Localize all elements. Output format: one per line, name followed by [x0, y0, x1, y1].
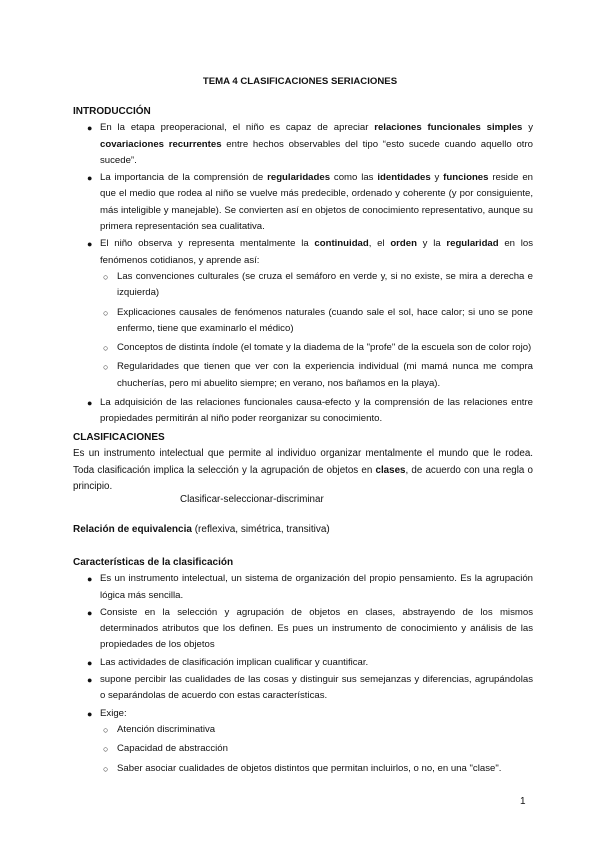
list-item: ● En la etapa preoperacional, el niño es capaz de apreciar relaciones funcionales simples y covariaciones recurrentes entre hechos observables del tipo “esto sucede cuando aquello otro sucede”. — [87, 122, 534, 166]
intro-section — [73, 104, 533, 429]
list-item: ● La adquisición de las relaciones funcionales causa-efecto y la comprensión de las relaciones entre propiedades permitirán al niño poder reorganizar su conocimiento. — [87, 397, 533, 425]
list-item: ● Es un instrumento intelectual, un sistema de organización del propio pensamiento. Es la agrupación lógica más sencilla. — [87, 573, 533, 601]
caracteristicas-section — [73, 555, 533, 780]
intro-list — [73, 120, 533, 427]
bullet-icon: ● — [87, 708, 93, 719]
clasificaciones-paragraph: Es un instrumento intelectual que permite al individuo organizar mentalmente el mundo que le rodea. Toda clasificación implica la selección y la agrupación de objetos en clases, de acuerdo con una regla o principio. — [73, 448, 534, 492]
list-item: ● supone percibir las cualidades de las cosas y distinguir sus semejanzas y diferencias, agrupándolas o separándolas de acuerdo con estas características. — [87, 674, 533, 702]
list-item: ● El niño observa y representa mentalmente la continuidad, el orden y la regularidad en los fenómenos cotidianos, y aprende así: ○ Las convenciones culturales (se cruza el semáforo en verde y, si no existe, se mira a derecha e izquierda) ○ Explicaciones causales de fenómenos naturales (cuando sale el sol, hace calor; si uno se pone enfermo, tiene que examinarlo el médico) ○ Conceptos de distinta índole (el tomate y la diadema de la "profe" de la escuela son de color rojo) ○ Regularidades que tienen que ver con la experiencia individual (mi mamá nunca me compra chucherías, pero mi abuelito siempre; en verano, nos bañamos en la playa). — [73, 236, 533, 392]
intro-sublist — [73, 269, 533, 392]
sub-list-item: ○ Capacidad de abstracción — [73, 741, 533, 757]
bullet-icon: ● — [87, 239, 93, 250]
bullet-icon: ○ — [103, 307, 109, 318]
clasificaciones-section — [73, 430, 533, 495]
exige-sublist — [73, 722, 533, 777]
bullet-icon: ● — [87, 574, 93, 585]
list-item: ● Las actividades de clasificación implican cualificar y cuantificar. — [73, 655, 533, 671]
list-item: ● La importancia de la comprensión de regularidades como las identidades y funciones reside en que el medio que rodea al niño se vuelve más predecible, ordenado y coherente (y por consiguiente, más inteligible y manejable). Se convierten así en objetos de conocimiento representativo, aunque su primera representación sea cualitativa. — [87, 172, 533, 233]
bullet-icon: ○ — [103, 763, 109, 774]
bullet-icon: ○ — [103, 362, 109, 373]
caracteristicas-list — [73, 571, 533, 777]
sub-list-item: ○ Atención discriminativa — [73, 722, 533, 738]
bullet-icon: ● — [87, 398, 93, 409]
caracteristicas-heading: Características de la clasificación — [73, 557, 234, 568]
sub-list-item: ○ Conceptos de distinta índole (el tomate y la diadema de la "profe" de la escuela son de color rojo) — [73, 340, 533, 356]
sub-list-item: ○ Regularidades que tienen que ver con la experiencia individual (mi mamá nunca me compra chucherías, pero mi abuelito siempre; en verano, nos bañamos en la playa). — [103, 361, 533, 389]
intro-heading: INTRODUCCIÓN — [73, 106, 151, 117]
bullet-icon: ○ — [103, 744, 109, 755]
bullet-icon: ○ — [103, 724, 109, 735]
clasificaciones-heading: CLASIFICACIONES — [73, 432, 165, 443]
page-number: 1 — [520, 796, 526, 807]
sub-list-item: ○ Explicaciones causales de fenómenos naturales (cuando sale el sol, hace calor; si uno se pone enfermo, tiene que examinarlo el médico) — [103, 306, 533, 334]
document-title: TEMA 4 CLASIFICACIONES SERIACIONES — [202, 76, 398, 87]
bullet-icon: ● — [87, 657, 93, 668]
centered-phrase: Clasificar-seleccionar-discriminar — [180, 494, 324, 505]
bullet-icon: ● — [87, 675, 93, 686]
sub-list-item: ○ Las convenciones culturales (se cruza el semáforo en verde y, si no existe, se mira a derecha e izquierda) — [103, 270, 533, 299]
sub-list-item: ○ Saber asociar cualidades de objetos distintos que permitan incluirlos, o no, en una "clase". — [73, 761, 533, 777]
bullet-icon: ○ — [103, 271, 109, 282]
bullet-icon: ● — [87, 607, 93, 618]
bullet-icon: ○ — [103, 343, 109, 354]
list-item: ● Exige: ○ Atención discriminativa ○ Capacidad de abstracción ○ Saber asociar cualidades de objetos distintos que permitan incluirlos, o no, en una "clase". — [73, 706, 533, 777]
list-item: ● Consiste en la selección y agrupación de objetos en clases, abstrayendo de los mismos determinados atributos que los definen. Es pues un instrumento de conocimiento y análisis de las propiedades de los objetos — [87, 606, 533, 651]
equivalencia-line: Relación de equivalencia (reflexiva, simétrica, transitiva) — [73, 524, 330, 535]
bullet-icon: ● — [87, 173, 93, 184]
bullet-icon: ● — [87, 123, 93, 134]
